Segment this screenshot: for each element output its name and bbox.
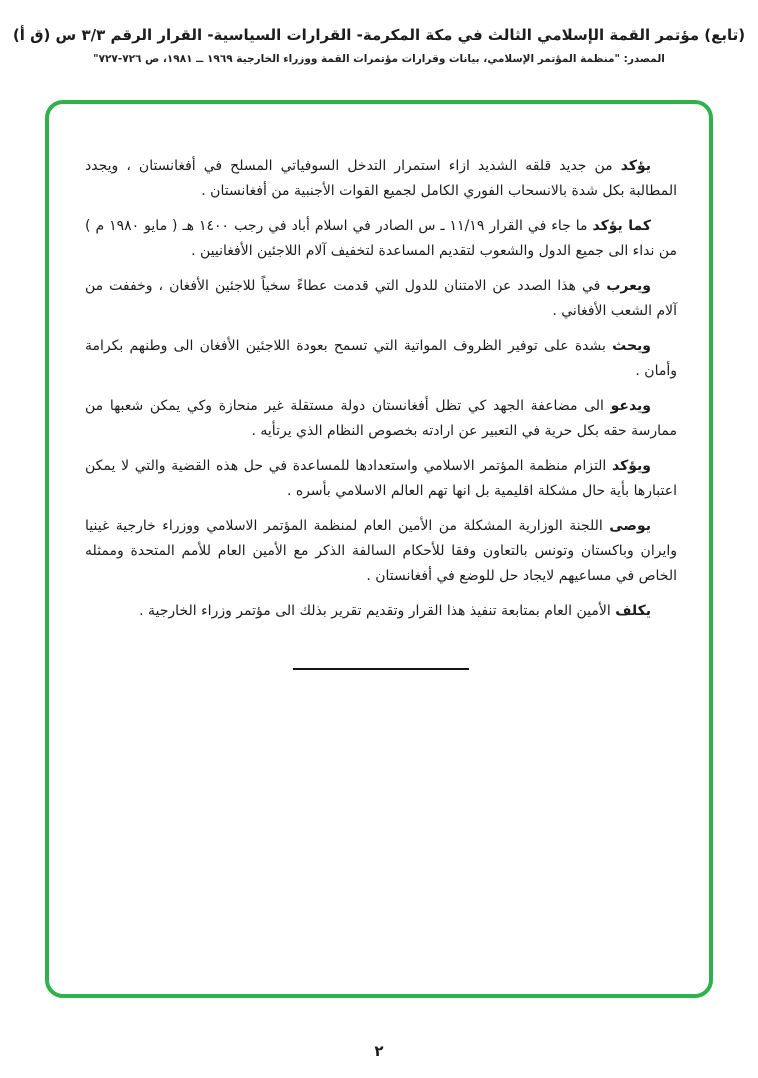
paragraph-lead: كما يؤكد [592, 218, 652, 234]
paragraph-text: اللجنة الوزارية المشكلة من الأمين العام لمنظمة المؤتمر الاسلامي ووزراء خارجية غينيا وايران وباكستان وتونس بالتعاون وفقا للأحكام السالفة الذكر مع الأمين العام للأمم المتحدة وممثله الخاص في مساعيهم لايجاد حل للوضع في أفغانستان . [85, 518, 677, 584]
paragraph-text: الى مضاعفة الجهد كي تظل أفغانستان دولة مستقلة غير منحازة وكي يمكن شعبها من ممارسة حقه بكل حرية في التعبير عن ارادته بخصوص النظام الذي يرتأيه . [85, 398, 677, 439]
paragraph-text: التزام منظمة المؤتمر الاسلامي واستعدادها للمساعدة في حل هذه القضية والتي لا يمكن اعتبارها بأية حال مشكلة اقليمية بل انها تهم العالم الاسلامي بأسره . [85, 458, 677, 499]
header-source: المصدر: "منظمة المؤتمر الإسلامي، بيانات وقرارات مؤتمرات القمة ووزراء الخارجية ١٩٦٩ ــ ١٩٨١، ص ٧٢٦-٧٢٧" [93, 53, 665, 65]
paragraph-lead: يكلف [615, 603, 651, 619]
paragraph-text: ما جاء في القرار ١١/١٩ ـ س الصادر في اسلام أباد في رجب ١٤٠٠ هـ ( مايو ١٩٨٠ م ) من نداء الى جميع الدول والشعوب لتقديم المساعدة لتخفيف آلام اللاجئين الأفغانيين . [85, 218, 677, 259]
content-frame [45, 100, 713, 998]
paragraph-text: الأمين العام بمتابعة تنفيذ هذا القرار وتقديم تقرير بذلك الى مؤتمر وزراء الخارجية . [139, 603, 616, 619]
paragraph [85, 394, 677, 444]
paragraph-text: بشدة على توفير الظروف المواتية التي تسمح بعودة اللاجئين الأفغان الى وطنهم بكرامة وأمان . [85, 338, 677, 379]
paragraph-text: في هذا الصدد عن الامتنان للدول التي قدمت عطاءً سخياً للاجئين الأفغان ، وخففت من آلام الشعب الأفغاني . [85, 278, 677, 319]
paragraph [85, 454, 677, 504]
page-number: ٢ [374, 1042, 384, 1060]
paragraph-text: من جديد قلقه الشديد ازاء استمرار التدخل السوفياتي المسلح في أفغانستان ، ويجدد المطالبة بكل شدة بالانسحاب الفوري الكامل لجميع القوات الأجنبية من أفغانستان . [85, 158, 677, 199]
paragraph-lead: ويدعو [610, 398, 651, 414]
paragraph-lead: ويعرب [606, 278, 651, 294]
paragraph [85, 599, 677, 624]
paragraph [85, 334, 677, 384]
paragraph [85, 514, 677, 589]
paragraph-lead: يوصى [609, 518, 651, 534]
paragraph [85, 154, 677, 204]
paragraph [85, 274, 677, 324]
document-body [49, 104, 709, 670]
paragraph-lead: ويحث [612, 338, 651, 354]
separator-line [293, 668, 469, 670]
document-header [0, 26, 758, 65]
header-title: (تابع) مؤتمر القمة الإسلامي الثالث في مكة المكرمة- القرارات السياسية- القرار الرقم ٣/٣ س (ق أ) [12, 26, 746, 44]
paragraph [85, 214, 677, 264]
paragraph-lead: يؤكد [620, 158, 651, 174]
paragraph-lead: ويؤكد [612, 458, 651, 474]
